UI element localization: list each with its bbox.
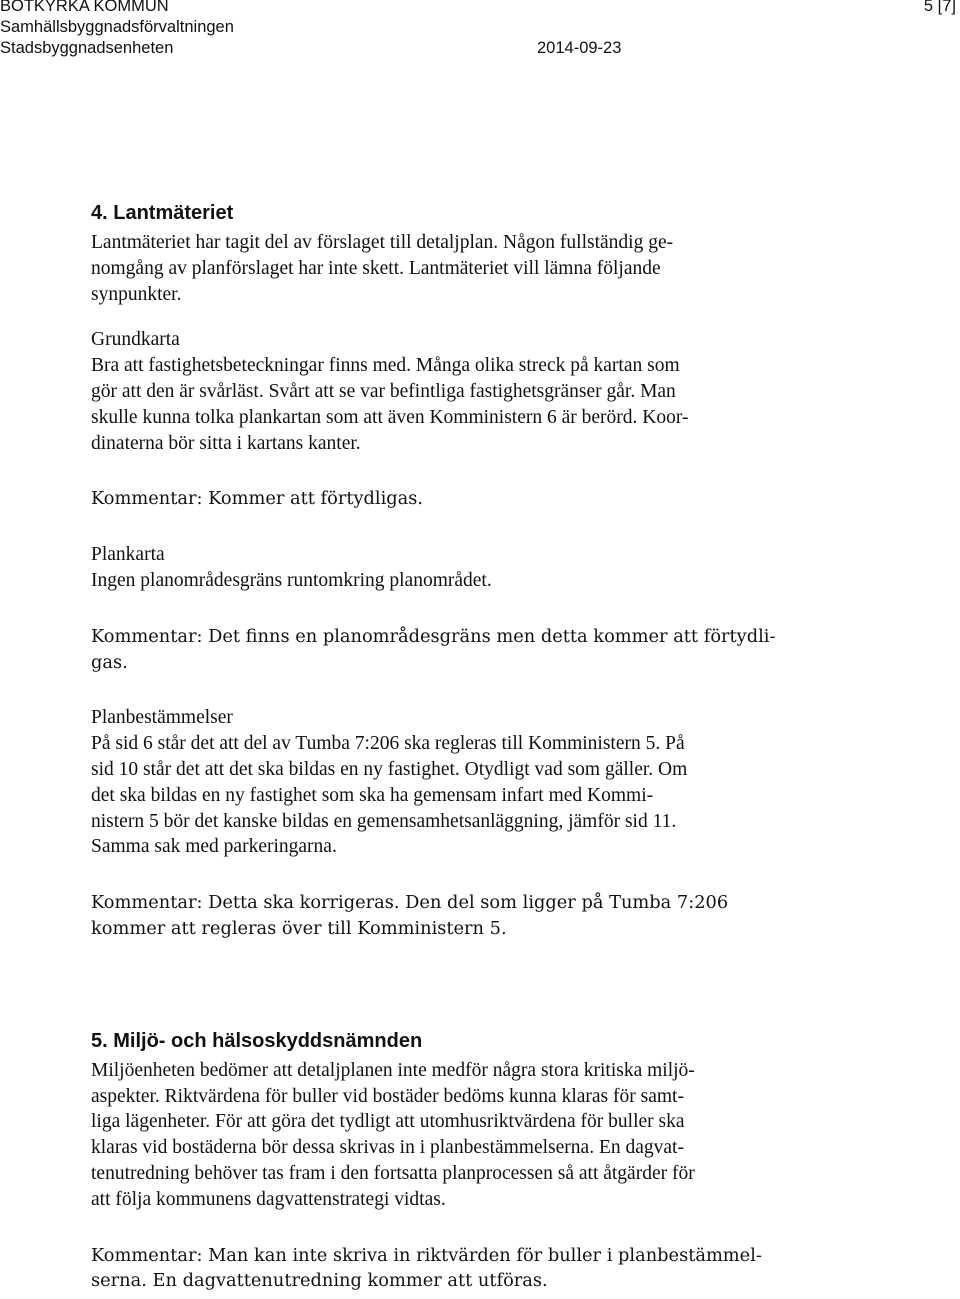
header-department: Samhällsbyggnadsförvaltningen bbox=[0, 18, 234, 36]
text-line: liga lägenheter. För att göra det tydligt att utomhusriktvärdena för buller ska bbox=[91, 1111, 685, 1133]
grundkarta-heading: Grundkarta bbox=[91, 329, 180, 351]
text-line: det ska bildas en ny fastighet som ska ha gemensam infart med Kommi- bbox=[91, 784, 654, 806]
text-line: sid 10 står det att det ska bildas en ny fastighet. Otydligt vad som gäller. Om bbox=[91, 758, 688, 780]
grundkarta-comment bbox=[91, 486, 831, 512]
plankarta-paragraph bbox=[91, 542, 831, 594]
planbestammelser-heading: Planbestämmelser bbox=[91, 707, 233, 729]
comment-line: serna. En dagvattenutredning kommer att utföras. bbox=[91, 1270, 548, 1292]
text-line: synpunkter. bbox=[91, 283, 182, 305]
grundkarta-paragraph bbox=[91, 327, 831, 456]
page-number: 5 [7] bbox=[923, 0, 956, 15]
text-line: att följa kommunens dagvattenstrategi vidtas. bbox=[91, 1188, 446, 1210]
planbestammelser-comment bbox=[91, 890, 831, 942]
text-line: På sid 6 står det att del av Tumba 7:206 ska regleras till Komministern 5. På bbox=[91, 733, 685, 755]
header-date: 2014-09-23 bbox=[537, 39, 622, 57]
comment-line: Kommentar: Det finns en planområdesgräns men detta kommer att förtydli- bbox=[91, 625, 776, 647]
text-line: Ingen planområdesgräns runtomkring planområdet. bbox=[91, 569, 492, 591]
text-line: dinaterna bör sitta i kartans kanter. bbox=[91, 432, 361, 454]
section-4-title: 4. Lantmäteriet bbox=[91, 202, 234, 224]
text-line: Bra att fastighetsbeteckningar finns med. Många olika streck på kartan som bbox=[91, 355, 680, 377]
text-line: klaras vid bostäderna bör dessa skrivas in i planbestämmelserna. En dagvat- bbox=[91, 1137, 684, 1159]
section-4-intro bbox=[91, 230, 831, 307]
text-line: Miljöenheten bedömer att detaljplanen inte medför några stora kritiska miljö- bbox=[91, 1059, 695, 1081]
text-line: nomgång av planförslaget har inte skett. Lantmäteriet vill lämna följande bbox=[91, 257, 661, 279]
comment-line: Kommentar: Kommer att förtydligas. bbox=[91, 488, 424, 510]
header-unit: Stadsbyggnadsenheten bbox=[0, 39, 174, 57]
text-line: skulle kunna tolka plankartan som att även Komministern 6 är berörd. Koor- bbox=[91, 406, 689, 428]
header-org: BOTKYRKA KOMMUN bbox=[0, 0, 169, 15]
comment-line: Kommentar: Man kan inte skriva in riktvärden för buller i planbestämmel- bbox=[91, 1244, 762, 1266]
comment-line: Kommentar: Detta ska korrigeras. Den del som ligger på Tumba 7:206 bbox=[91, 892, 729, 914]
comment-line: gas. bbox=[91, 651, 128, 673]
plankarta-heading: Plankarta bbox=[91, 544, 165, 566]
plankarta-comment bbox=[91, 624, 831, 676]
section-5-paragraph bbox=[91, 1058, 831, 1213]
comment-line: kommer att regleras över till Komministern 5. bbox=[91, 917, 507, 939]
section-5-comment bbox=[91, 1243, 831, 1295]
text-line: tenutredning behöver tas fram i den fortsatta planprocessen så att åtgärder för bbox=[91, 1162, 695, 1184]
text-line: aspekter. Riktvärdena för buller vid bostäder bedöms kunna klaras för samt- bbox=[91, 1085, 684, 1107]
text-line: Samma sak med parkeringarna. bbox=[91, 836, 337, 858]
document-body bbox=[91, 200, 831, 1294]
section-5-title: 5. Miljö- och hälsoskyddsnämnden bbox=[91, 1029, 423, 1052]
text-line: Lantmäteriet har tagit del av förslaget till detaljplan. Någon fullständig ge- bbox=[91, 232, 674, 253]
planbestammelser-paragraph bbox=[91, 705, 831, 860]
text-line: gör att den är svårläst. Svårt att se var befintliga fastighetsgränser går. Man bbox=[91, 380, 676, 402]
text-line: nistern 5 bör det kanske bildas en gemensamhetsanläggning, jämför sid 11. bbox=[91, 810, 677, 832]
